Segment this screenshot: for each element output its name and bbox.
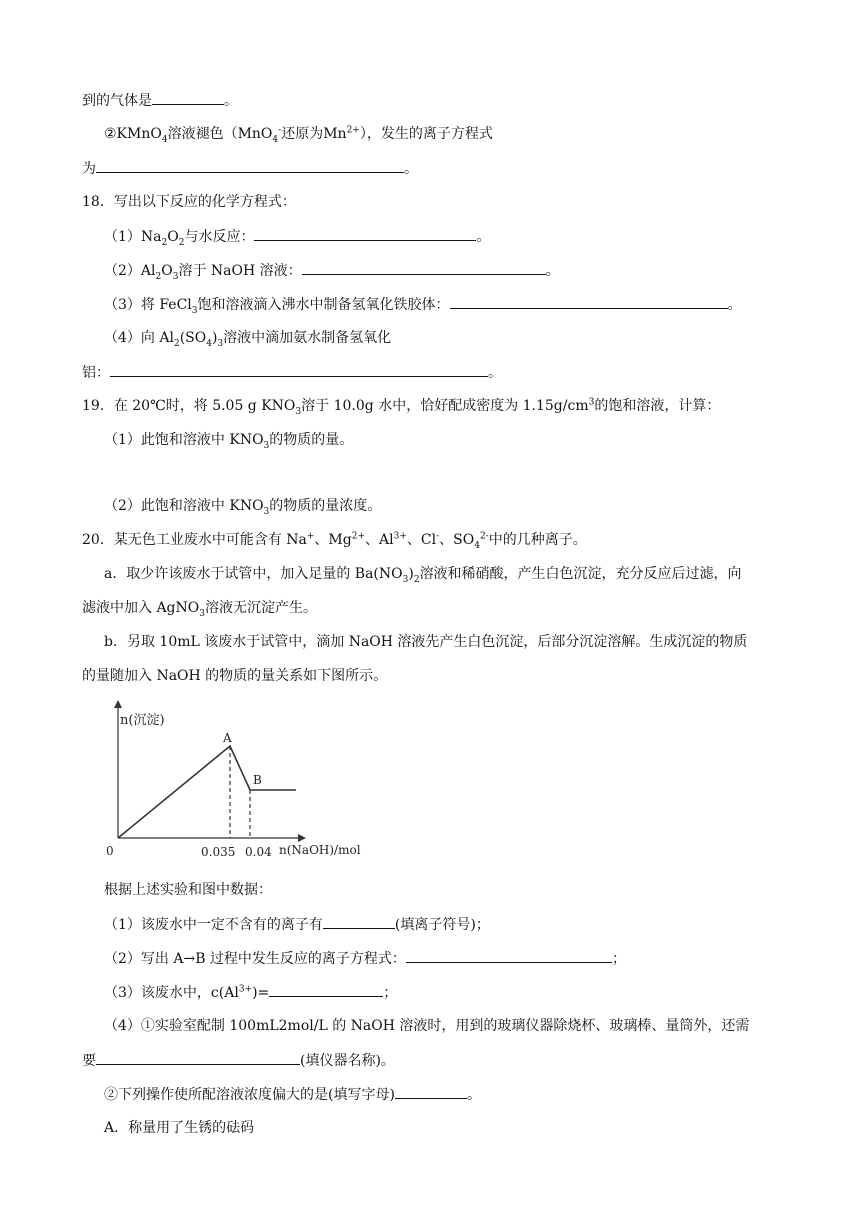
question-20-b: b．另取 10mL 该废水于试管中，滴加 NaOH 溶液先产生白色沉淀，后部分沉淀溶解。生成沉淀的物质 [104,634,748,650]
x-tick-label: 0.04 [245,845,272,859]
text-line: 的量随加入 NaOH 的物质的量关系如下图所示。 [82,668,388,684]
question-18-2: $(2)Al_2O_3$溶于 NaOH 溶液： 。 [104,260,560,281]
precipitate-graph [92,698,382,866]
question-20: 20．某无色工业废水中可能含有 Na+、$Mg^{2+}$、$Al^{3+}$、Cl-、$SO_4^{2-}$中的几种离子。 [82,531,587,551]
answer-blank[interactable] [96,1050,300,1065]
answer-blank[interactable] [323,914,395,929]
question-18: 18．写出以下反应的化学方程式： [82,194,296,210]
x-tick-label: 0.035 [201,845,236,859]
y-axis-arrow [114,700,122,708]
answer-3: （3）该废水中，$c(Al^{3+})=$ ； [104,982,397,1003]
text-line: 到的气体是 。 [82,90,238,111]
answer-blank[interactable] [254,226,476,241]
answer-1: （1）该废水中一定不含有的离子有 (填离子符号)； [104,914,490,935]
answer-blank[interactable] [96,158,404,173]
precipitate-curve [118,746,296,838]
question-19-1: （1）此饱和溶液中 $KNO_3$的物质的量。 [104,432,354,451]
answer-intro: 根据上述实验和图中数据： [104,882,272,898]
answer-2: （2）写出 A→B 过程中发生反应的离子方程式： ； [104,948,626,969]
text-line: 铝： 。 [82,362,502,383]
text-line: ②KMnO$_4$溶液褪色（MnO$_4$-还原为$Mn^{2+}$），发生的离子方程式 [104,125,493,145]
text-line: 为 。 [82,158,418,179]
point-a-label: A [223,731,232,745]
question-19-2: （2）此饱和溶液中 $KNO_3$的物质的量浓度。 [104,498,382,517]
origin-label: 0 [106,844,114,858]
answer-blank[interactable] [450,294,728,309]
answer-4: （4）①实验室配制 100mL2mol/L 的 NaOH 溶液时，用到的玻璃仪器除烧杯、玻璃棒、量筒外，还需 [104,1018,750,1034]
answer-blank[interactable] [406,948,612,963]
text-line: 要 (填仪器名称)。 [82,1050,395,1071]
answer-blank[interactable] [395,1084,467,1099]
question-18-3: （3）将 FeCl$_3$饱和溶液滴入沸水中制备氢氧化铁胶体： 。 [104,294,742,315]
point-b-label: B [253,773,262,787]
option-a: A．称量用了生锈的砝码 [104,1120,255,1136]
question-20-a: a．取少许该废水于试管中，加入足量的 $Ba(NO_3)_2$溶液和稀硝酸，产生白色沉淀，充分反应后过滤，向 [104,566,742,585]
y-axis-label: n(沉淀) [120,713,165,728]
question-18-4: （4）向 $Al_2(SO_4)_3$溶液中滴加氨水制备氢氧化 [104,330,392,349]
question-19: 19．在 20℃时，将 5.05 g $KNO_3$溶于 10.0g 水中，恰好配成密度为 $1.15g/cm^3$的饱和溶液，计算： [82,397,721,417]
answer-4-2: ②下列操作使所配溶液浓度偏大的是(填写字母) 。 [104,1084,481,1105]
question-18-1: $(1)Na_2O_2$与水反应： 。 [104,226,490,247]
answer-blank[interactable] [110,362,488,377]
answer-blank[interactable] [302,260,546,275]
answer-blank[interactable] [152,90,224,105]
x-axis-label: n(NaOH)/mol [279,843,361,857]
text-line: 滤液中加入 AgNO$_3$溶液无沉淀产生。 [82,600,317,619]
answer-blank[interactable] [269,982,383,997]
x-axis-arrow [298,834,306,842]
